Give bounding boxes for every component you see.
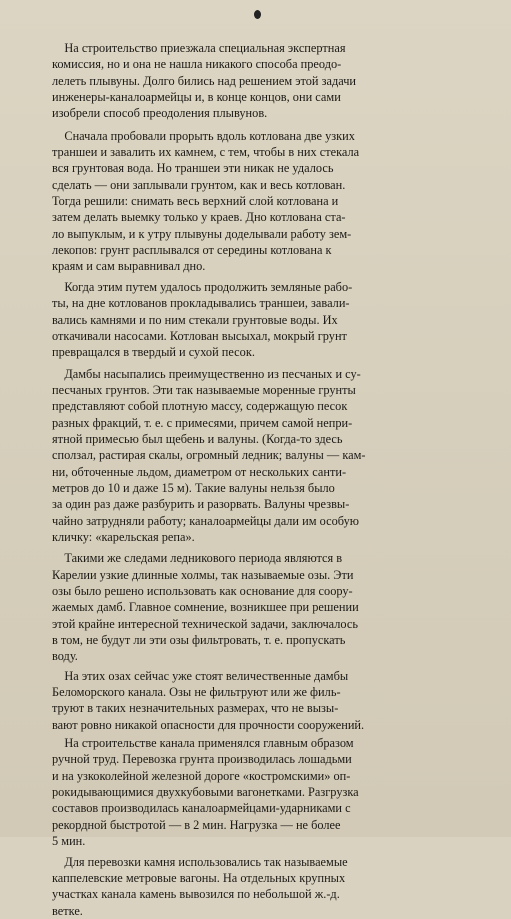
text-line: участках канала камень вывозился по небольшой ж.-д. xyxy=(52,887,340,902)
paragraph-6 xyxy=(52,668,499,733)
text-line: ручной труд. Перевозка грунта производилась лошадьми xyxy=(52,752,352,767)
text-line: ни, обточенные льдом, диаметром от нескольких санти- xyxy=(52,464,347,479)
text-line: Тогда решили: снимать весь верхний слой котлована и xyxy=(52,194,339,209)
text-line: лекопов: грунт расплывался от середины котлована к xyxy=(52,243,332,258)
text-line: превращался в твердый и сухой песок. xyxy=(52,345,255,360)
text-line: ты, на дне котлованов прокладывались траншеи, завали- xyxy=(52,296,350,311)
text-line: чайно затрудняли работу; каналоармейцы дали им особую xyxy=(52,513,359,528)
paragraph-5 xyxy=(52,550,499,664)
text-line: 5 мин. xyxy=(52,834,86,849)
text-line: рокидывающимися двухкубовыми вагонетками. Разгрузка xyxy=(52,785,359,800)
paragraph-4 xyxy=(52,366,499,546)
text-line: ветке. xyxy=(52,903,83,918)
text-line: сделать — они заплывали грунтом, как и весь котлован. xyxy=(52,177,346,192)
document-body xyxy=(52,40,499,919)
text-line: кличку: «карельская репа». xyxy=(52,529,195,544)
text-line: ятной примесью был щебень и валуны. (Когда-то здесь xyxy=(52,431,343,446)
text-line: вся грунтовая вода. Но траншеи эти никак не удалось xyxy=(52,161,334,176)
text-line: лелеть плывуны. Долго бились над решением этой задачи xyxy=(52,73,357,88)
text-line: и на узкоколейной железной дороге «костромскими» оп- xyxy=(52,768,351,783)
text-line: метров до 10 и даже 15 м). Такие валуны нельзя было xyxy=(52,480,335,495)
text-line: вают ровно никакой опасности для прочности сооружений. xyxy=(52,717,365,732)
text-line: представляют собой плотную массу, содержащую песок xyxy=(52,399,348,414)
text-line: краям и сам выравнивал дно. xyxy=(52,259,206,274)
ink-spot xyxy=(254,10,261,19)
paragraph-7 xyxy=(52,735,499,849)
text-line: каппелевские метровые вагоны. На отдельных крупных xyxy=(52,870,346,885)
text-line: изобрели способ преодоления плывунов. xyxy=(52,106,268,121)
paragraph-1 xyxy=(52,40,499,122)
text-line: озы было решено использовать как основание для соору- xyxy=(52,584,353,598)
text-line: Когда этим путем удалось продолжить земляные рабо- xyxy=(52,279,353,294)
text-line: труют в таких незначительных размерах, что не вызы- xyxy=(52,701,339,716)
text-line: рекордной быстротой — в 2 мин. Нагрузка — не более xyxy=(52,817,341,832)
text-line: откачивали насосами. Котлован высыхал, мокрый грунт xyxy=(52,328,347,343)
text-line: жаемых дамб. Главное сомнение, возникшее при решении xyxy=(52,600,359,615)
text-line: Такими же следами ледникового периода являются в xyxy=(52,551,343,566)
text-line: этой крайне интересной технической задачи, заключалось xyxy=(52,616,359,631)
text-line: песчаных грунтов. Эти так называемые моренные грунты xyxy=(52,382,356,397)
text-line: за один раз даже разбурить и разорвать. Валуны чрезвы- xyxy=(52,497,350,512)
text-line: в том, не будут ли эти озы фильтровать, т. е. пропускать xyxy=(52,633,346,648)
text-line: Для перевозки камня использовались так называемые xyxy=(52,854,348,869)
text-line: ло выпуклым, и к утру плывуны доделывали работу зем- xyxy=(52,226,352,241)
paragraph-2 xyxy=(52,128,499,275)
paragraph-8 xyxy=(52,854,499,919)
text-line: комиссия, но и она не нашла никакого способа преодо- xyxy=(52,57,342,72)
text-line: инженеры-каналоармейцы и, в конце концов, они сами xyxy=(52,90,341,105)
text-line: На строительстве канала применялся главным образом xyxy=(52,736,354,751)
text-line: вались камнями и по ним стекали грунтовые воды. Их xyxy=(52,312,338,327)
text-line: траншеи и завалить их камнем, с тем, чтобы в них стекала xyxy=(52,145,360,160)
text-line: Беломорского канала. Озы не фильтруют или же филь- xyxy=(52,685,341,700)
text-line: На строительство приезжала специальная экспертная xyxy=(52,41,346,55)
text-line: воду. xyxy=(52,649,78,664)
text-line: затем делать выемку только у краев. Дно котлована ста- xyxy=(52,210,346,225)
paragraph-3 xyxy=(52,279,499,361)
text-line: составов производилась каналоармейцами-ударниками с xyxy=(52,801,351,816)
text-line: сползал, растирая скалы, огромный ледник; валуны — кам- xyxy=(52,448,366,463)
text-line: Карелии узкие длинные холмы, так называемые озы. Эти xyxy=(52,567,354,582)
text-line: разных фракций, т. е. с примесями, причем самой непри- xyxy=(52,415,353,430)
text-line: Сначала пробовали прорыть вдоль котлована две узких xyxy=(52,128,355,143)
text-line: На этих озах сейчас уже стоят величественные дамбы xyxy=(52,668,349,683)
text-line: Дамбы насыпались преимущественно из песчаных и су- xyxy=(52,366,361,381)
